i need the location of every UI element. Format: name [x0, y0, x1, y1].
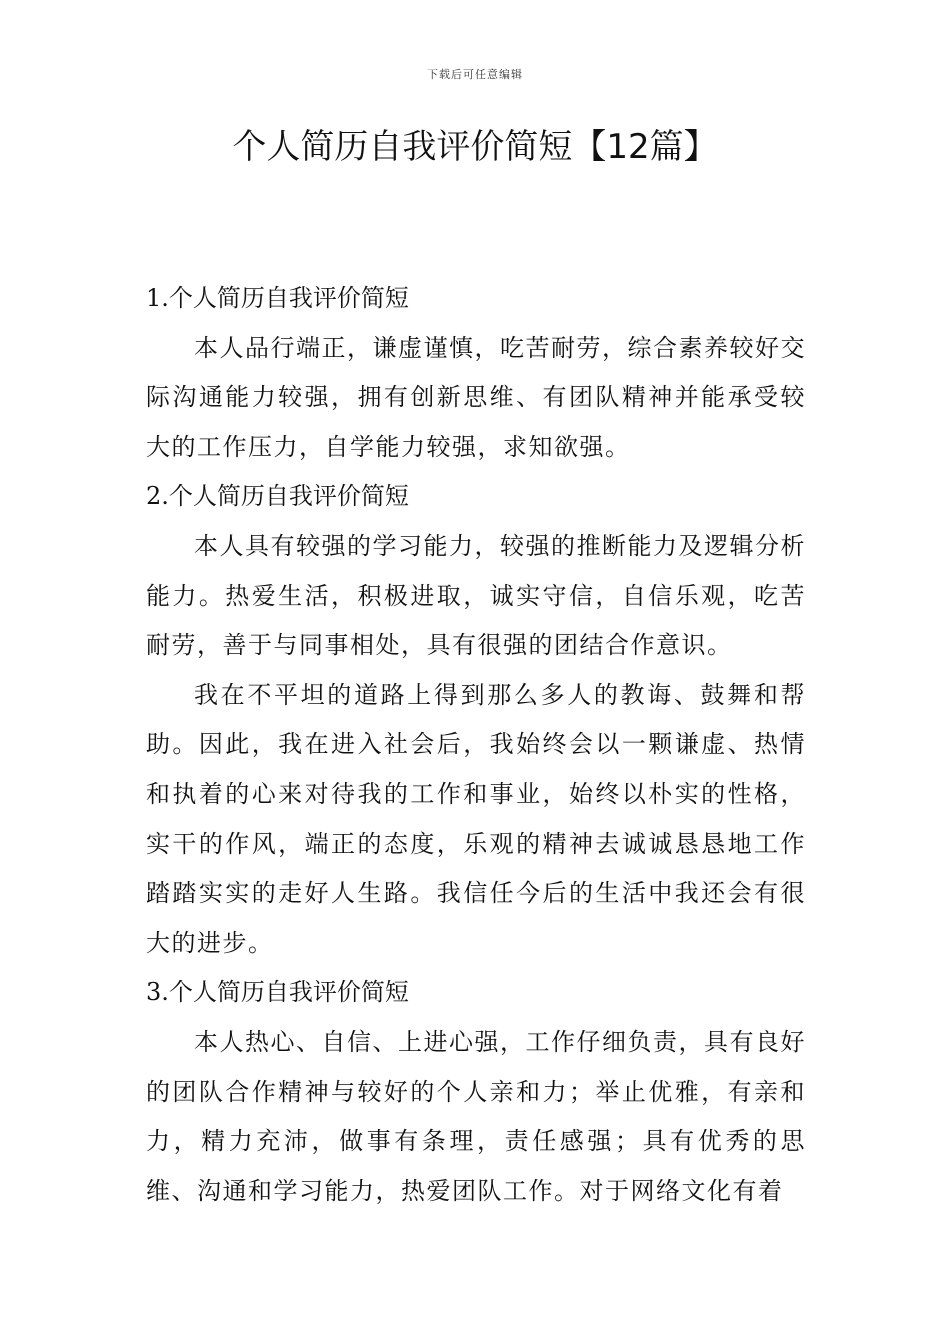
section-heading: 3.个人简历自我评价简短	[146, 978, 409, 1007]
section-heading: 2.个人简历自我评价简短	[146, 482, 409, 511]
section-heading: 1.个人简历自我评价简短	[146, 284, 409, 312]
section-paragraph: 本人品行端正，谦虚谨慎，吃苦耐劳，综合素养较好交际沟通能力较强，拥有创新思维、有团队精神并能承受较大的工作压力，自学能力较强，求知欲强。	[146, 333, 806, 461]
document-title: 个人简历自我评价简短【12篇】	[232, 127, 718, 167]
document-body	[146, 274, 806, 1216]
header-watermark: 下载后可任意编辑	[427, 68, 523, 81]
section-paragraph: 本人具有较强的学习能力，较强的推断能力及逻辑分析能力。热爱生活，积极进取，诚实守信，自信乐观，吃苦耐劳，善于与同事相处，具有很强的团结合作意识。	[146, 531, 806, 660]
section-paragraph: 我在不平坦的道路上得到那么多人的教诲、鼓舞和帮助。因此，我在进入社会后，我始终会以一颗谦虚、热情和执着的心来对待我的工作和事业，始终以朴实的性格，实干的作风，端正的态度，乐观的精神去诚诚恳恳地工作踏踏实实的走好人生路。我信任今后的生活中我还会有很大的进步。	[146, 680, 806, 957]
section-paragraph: 本人热心、自信、上进心强，工作仔细负责，具有良好的团队合作精神与较好的个人亲和力；举止优雅，有亲和力，精力充沛，做事有条理，责任感强；具有优秀的思维、沟通和学习能力，热爱团队工作。对于网络文化有着	[146, 1027, 806, 1205]
